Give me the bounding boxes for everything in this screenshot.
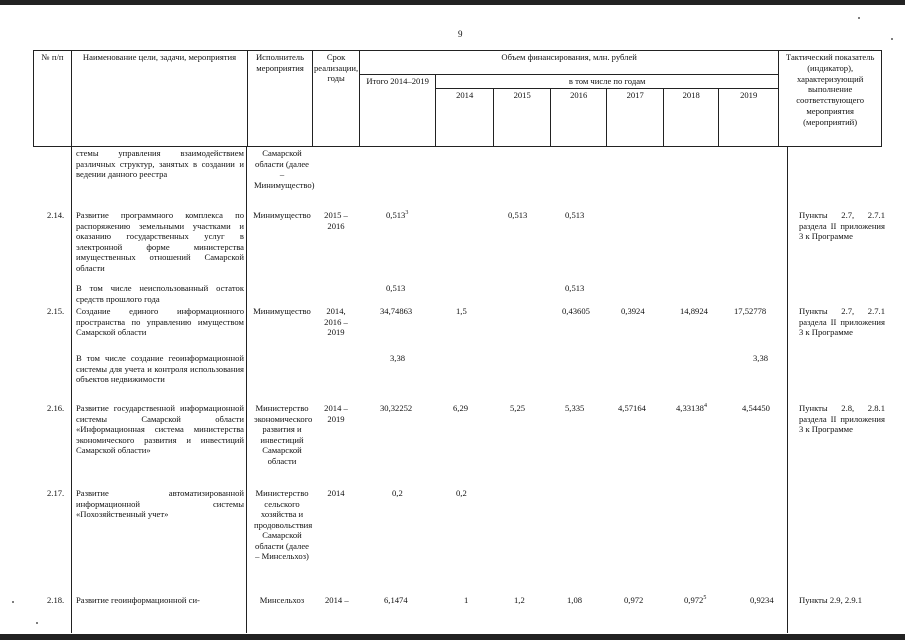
row-2014: 1,5: [456, 306, 467, 316]
row-num: 2.14.: [47, 210, 65, 220]
row-name: Развитие автоматизированной информационной системы «Похозяйственный учет»: [76, 488, 244, 519]
row-2017: 4,57164: [618, 403, 646, 413]
row-2014: 1: [464, 595, 469, 605]
column-divider: [71, 146, 72, 633]
row-2014: 0,2: [456, 488, 467, 498]
row-num: 2.15.: [47, 306, 65, 316]
row-name: Развитие геоинформационной си-: [76, 595, 200, 605]
row-num: 2.18.: [47, 595, 65, 605]
row-executor: Минсельхоз: [259, 595, 305, 605]
row-total: 34,74863: [380, 306, 413, 316]
row-indicator: Пункты 2.7, 2.7.1 раздела II приложения 3 к Программе: [799, 210, 885, 241]
row-total: 0,513: [386, 283, 406, 293]
row-2016: 0,513: [565, 283, 585, 293]
row-name: Развитие государственной информационной системы Самарской области «Информационная система министерства экономического развития и инвестиций Самарской области»: [76, 403, 244, 455]
row-name: В том числе создание геоинформационной системы для учета и контроля использования объектов недвижимости: [76, 353, 244, 384]
row-2018: 0,972$^5$: [684, 595, 707, 605]
row-executor: Министерство сельского хозяйства и продовольствия Самарской области (далее – Минсельхоз): [254, 488, 313, 561]
row-executor: Самарской области (далее – Минимущество): [254, 148, 315, 190]
row-name: Создание единого информационного пространства по управлению имуществом Самарской области: [76, 306, 244, 337]
row-executor: Министерство экономического развития и инвестиций Самарской области: [254, 403, 313, 466]
header-year-2016: 2016: [551, 88, 607, 146]
row-2017: 0,3924: [621, 306, 645, 316]
row-num: 2.17.: [47, 488, 65, 498]
row-term: 2015 – 2016: [324, 210, 348, 231]
row-term: 2014, 2016 – 2019: [324, 306, 348, 337]
row-2016: 5,335: [565, 403, 585, 413]
header-year-2019: 2019: [719, 88, 779, 146]
row-2019: 17,52778: [734, 306, 767, 316]
scan-speck: [36, 622, 38, 624]
column-divider: [787, 146, 788, 633]
header-year-2018: 2018: [664, 88, 719, 146]
row-indicator: Пункты 2.8, 2.8.1 раздела II приложения 3 к Программе: [799, 403, 885, 434]
row-total: 30,32252: [380, 403, 413, 413]
header-year-2014: 2014: [436, 88, 494, 146]
row-2016: 1,08: [567, 595, 583, 605]
header-term: Срок реализации, годы: [313, 51, 360, 147]
header-volume: Объем финансирования, млн. рублей: [360, 51, 779, 75]
row-2015: 5,25: [510, 403, 526, 413]
row-total: 3,38: [390, 353, 406, 363]
header-name: Наименование цели, задачи, мероприятия: [72, 51, 248, 147]
footnote-mark: 3: [405, 210, 409, 217]
header-indicator: Тактический показатель (индикатор), характеризующий выполнение соответствующего мероприятия (мероприятий): [779, 51, 882, 147]
row-2016: 0,513: [565, 210, 585, 220]
row-num: 2.16.: [47, 403, 65, 413]
footnote-mark: 4: [703, 403, 707, 410]
row-2019: 3,38: [753, 353, 769, 363]
row-2018: 14,8924: [680, 306, 708, 316]
row-term: 2014 –: [325, 595, 349, 605]
row-name: Развитие программного комплекса по распоряжению земельными участками и оказанию государственных услуг в электронной форме министерства имущественных отношений Самарской области: [76, 210, 244, 273]
row-name: стемы управления взаимодействием различных структур, занятых в создании и ведении данного реестра: [76, 148, 244, 179]
bottom-border: [0, 634, 905, 640]
row-2019: 4,54450: [742, 403, 770, 413]
row-2015: 1,2: [514, 595, 525, 605]
row-2014: 6,29: [453, 403, 469, 413]
footnote-mark: 5: [703, 595, 707, 602]
row-term: 2014 – 2019: [324, 403, 348, 424]
row-total: 0,2: [392, 488, 403, 498]
row-2015: 0,513: [508, 210, 528, 220]
row-executor: Минимущество: [253, 306, 311, 316]
row-term: 2014: [327, 488, 345, 498]
row-total: 6,1474: [384, 595, 408, 605]
scan-speck: [12, 601, 14, 603]
column-divider: [246, 146, 247, 633]
header-total: Итого 2014–2019: [360, 75, 436, 147]
page-number: 9: [458, 29, 463, 39]
header-executor: Исполнитель мероприятия: [248, 51, 313, 147]
header-num: № п/п: [34, 51, 72, 147]
row-total: 0,513$^3$: [386, 210, 409, 220]
row-2016: 0,43605: [562, 306, 590, 316]
row-2018: 4,33138$^4$: [676, 403, 707, 413]
row-indicator: Пункты 2.9, 2.9.1: [799, 595, 863, 605]
row-2019: 0,9234: [750, 595, 774, 605]
header-by-year: в том числе по годам: [436, 75, 779, 89]
header-year-2015: 2015: [494, 88, 551, 146]
header-year-2017: 2017: [607, 88, 664, 146]
row-2017: 0,972: [624, 595, 644, 605]
row-indicator: Пункты 2.7, 2.7.1 раздела II приложения 3 к Программе: [799, 306, 885, 337]
row-name: В том числе неиспользованный остаток средств прошлого года: [76, 283, 244, 304]
row-executor: Минимущество: [253, 210, 311, 220]
